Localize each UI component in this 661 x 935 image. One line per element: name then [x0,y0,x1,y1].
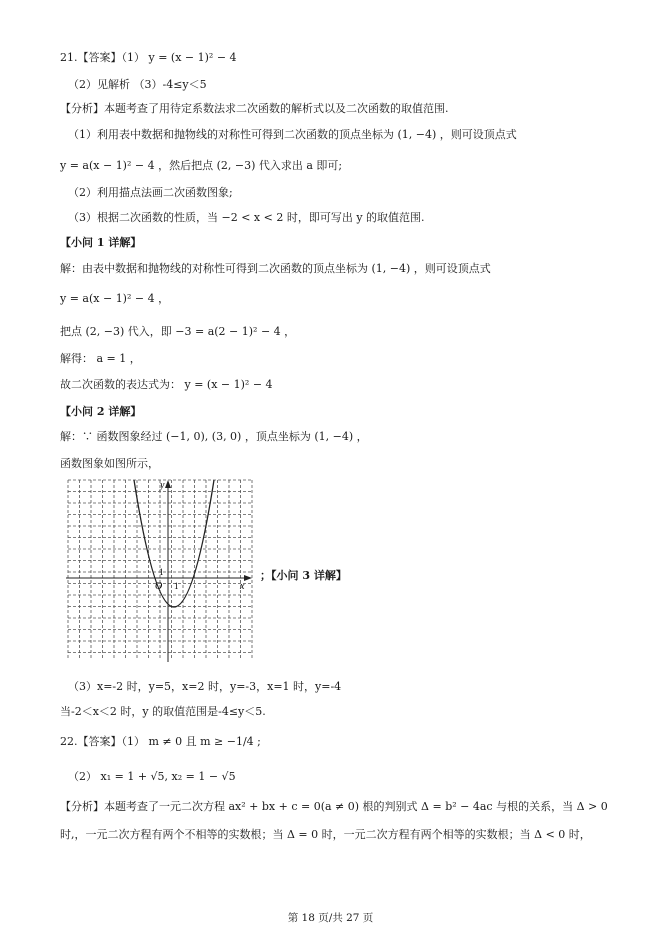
parabola-graph [66,478,266,664]
q21-analysis-2: （2）利用描点法画二次函数图象; [68,186,233,199]
q21-part1-title: 【小问 1 详解】 [60,236,142,249]
q22-analysis-a: 【分析】本题考查了一元二次方程 ax² + bx + c = 0(a ≠ 0) 根的判别式 Δ = b² − 4ac 与根的关系，当 Δ > 0 [60,800,608,813]
x-tick-label: 1 [174,581,179,591]
q21-part2-line2: 函数图象如图所示， [60,457,159,470]
q21-part2-title: 【小问 2 详解】 [60,405,142,418]
q21-part3-line2: 当-2＜x＜2 时，y 的取值范围是-4≤y＜5. [60,705,266,718]
part3-inline-title: ；【小问 3 详解】 [260,569,347,582]
q22-answer-part2: （2） x₁ = 1 + √5, x₂ = 1 − √5 [68,770,236,783]
q21-analysis: 【分析】本题考查了用待定系数法求二次函数的解析式以及二次函数的取值范围. [60,102,449,115]
q21-part2-line1: 解：∵ 函数图象经过 (−1, 0), (3, 0) ，顶点坐标为 (1, −4) ， [60,430,368,443]
q21-analysis-1b: y = a(x − 1)² − 4 ，然后把点 (2, −3) 代入求出 a 即可; [60,159,343,172]
q21-part3-line1: （3）x=-2 时，y=5，x=2 时，y=-3，x=1 时，y=-4 [68,680,342,693]
q21-analysis-1a: （1）利用表中数据和抛物线的对称性可得到二次函数的顶点坐标为 (1, −4) ，则可设顶点式 [68,128,517,141]
q22-analysis-b: 时,，一元二次方程有两个不相等的实数根；当 Δ = 0 时，一元二次方程有两个相等的实数根；当 Δ < 0 时， [60,828,591,841]
page-footer: 第 18 页/共 27 页 [287,912,374,924]
q22-answer: 22.【答案】（1） m ≠ 0 且 m ≥ −1/4 ; [60,735,261,748]
q21-part1-line4: 解得： a = 1 ， [60,352,141,365]
y-axis-label: y [160,480,165,491]
x-axis-label: x [240,581,245,592]
q21-part1-line1: 解：由表中数据和抛物线的对称性可得到二次函数的顶点坐标为 (1, −4) ，则可设顶点式 [60,262,491,275]
y-tick-label: 1 [159,567,164,577]
q21-answer: 21.【答案】（1） y = (x − 1)² − 4 [60,51,237,64]
q21-part1-line2: y = a(x − 1)² − 4 ， [60,292,170,305]
q21-part1-line3: 把点 (2, −3) 代入，即 −3 = a(2 − 1)² − 4 ， [60,325,296,338]
q21-part1-line5: 故二次函数的表达式为： y = (x − 1)² − 4 [60,378,273,391]
x-axis-arrow [244,575,252,581]
y-axis-arrow [165,480,171,488]
q21-answer-parts: （2）见解析 （3）-4≤y＜5 [68,78,207,91]
origin-label: O [155,581,163,592]
q21-analysis-3: （3）根据二次函数的性质，当 −2 < x < 2 时，即可写出 y 的取值范围. [68,211,425,224]
